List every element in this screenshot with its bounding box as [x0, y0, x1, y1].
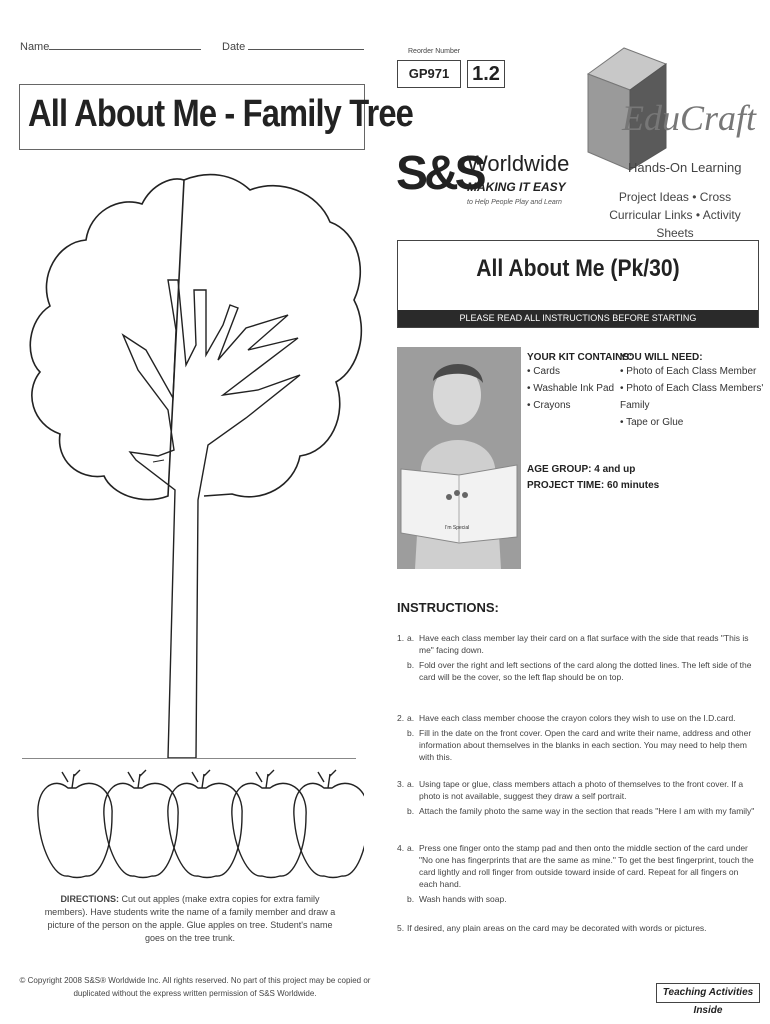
name-field	[20, 40, 201, 53]
instruction-step-1	[397, 632, 759, 683]
step-letter: a.	[407, 633, 415, 643]
photo-caption: I'm Special	[445, 525, 470, 531]
step-text: Press one finger onto the stamp pad and then onto the middle section of the card under "No one has fingerprints that are the same as mine." To get the best fingerprint, touch the card lightly and roll finger from outside toward inside of card. Repeat for all fingers on each hand.	[419, 843, 754, 889]
apple-icon	[168, 770, 242, 878]
kit-contains	[527, 352, 632, 414]
age-project-info	[527, 462, 659, 494]
reorder-code: GP971	[397, 60, 461, 88]
step-letter: b.	[407, 728, 415, 738]
step-text: Using tape or glue, class members attach a photo of themselves to the front cover. If a photo is not available, suggest they draw a self portrait.	[419, 779, 744, 801]
copyright: © Copyright 2008 S&S® Worldwide Inc. All rights reserved. No part of this project may be copied or duplicated without the express written permission of S&S Worldwide.	[19, 976, 371, 998]
family-tree-drawing	[18, 160, 366, 760]
instructions-banner: PLEASE READ ALL INSTRUCTIONS BEFORE STARTING	[398, 310, 758, 327]
step-text: Fold over the right and left sections of the card along the dotted lines. The left side of the card will be the cover, so the left flap should be on top.	[419, 660, 752, 682]
instruction-step-4	[397, 842, 759, 905]
instruction-step-3	[397, 778, 759, 817]
name-line	[49, 40, 201, 50]
you-will-need-item: • Photo of Each Class Member	[620, 366, 757, 377]
kit-contains-heading: YOUR KIT CONTAINS:	[527, 352, 633, 363]
reorder-version: 1.2	[467, 60, 505, 88]
step-number: 4.	[397, 843, 405, 853]
worksheet-title-box	[19, 84, 413, 150]
step-number: 3.	[397, 779, 405, 789]
step-letter: a.	[407, 843, 415, 853]
teaching-activities-badge: Teaching Activities Inside	[656, 983, 760, 1003]
date-label: Date	[222, 41, 246, 53]
reorder-label: Reorder Number	[408, 48, 461, 55]
age-group: AGE GROUP: 4 and up	[527, 464, 636, 475]
step-text: Have each class member choose the crayon colors they wish to use on the I.D.card.	[419, 713, 736, 723]
directions-text	[40, 893, 340, 945]
kit-contains-item: • Cards	[527, 366, 560, 377]
you-will-need-heading: YOU WILL NEED:	[620, 352, 703, 363]
ss-worldwide: Worldwide	[467, 151, 570, 176]
educraft-name: EduCraft	[622, 98, 757, 138]
worksheet-title: All About Me - Family Tree	[28, 93, 413, 135]
step-letter: b.	[407, 660, 415, 670]
step-letter: a.	[407, 713, 415, 723]
instruction-step-2	[397, 712, 759, 763]
kit-title-box	[397, 240, 759, 328]
step-text: Have each class member lay their card on a flat surface with the side that reads "This is me" facing down.	[419, 633, 749, 655]
you-will-need-item: • Photo of Each Class Members' Family	[620, 383, 764, 411]
step-text: If desired, any plain areas on the card may be decorated with words or pictures.	[407, 923, 707, 933]
step-number: 1.	[397, 633, 405, 643]
apple-divider	[22, 758, 356, 759]
ss-tagline: MAKING IT EASY	[467, 180, 566, 194]
apple-icon	[294, 770, 364, 878]
apple-cutouts	[34, 768, 364, 888]
child-holding-card-image	[397, 347, 521, 569]
step-letter: b.	[407, 894, 415, 904]
step-number: 2.	[397, 713, 405, 723]
apple-icon	[104, 770, 178, 878]
instructions-heading: INSTRUCTIONS:	[397, 600, 499, 615]
kit-photo	[397, 347, 521, 569]
step-number: 5.	[397, 923, 405, 933]
date-field	[222, 40, 364, 53]
step-text: Wash hands with soap.	[419, 894, 507, 904]
step-text: Fill in the date on the front cover. Open the card and write their name, address and other information about themselves in the blanks in each section. You may need to help them with this.	[419, 728, 752, 762]
apple-icon	[38, 770, 112, 878]
kit-contains-item: • Washable Ink Pad	[527, 383, 615, 394]
name-label: Name	[20, 41, 50, 53]
step-letter: a.	[407, 779, 415, 789]
educraft-links: Project Ideas • Cross Curricular Links • Activity Sheets	[609, 190, 741, 240]
date-line	[248, 40, 364, 50]
step-text: Attach the family photo the same way in the section that reads "Here I am with my family"	[419, 806, 755, 816]
you-will-need-item: • Tape or Glue	[620, 417, 684, 428]
step-letter: b.	[407, 806, 415, 816]
project-time: PROJECT TIME: 60 minutes	[527, 480, 660, 491]
ss-logo-mark: S&S	[396, 147, 483, 200]
directions-body: Cut out apples (make extra copies for extra family members). Have students write the name of a family member and draw a picture of the person on the apple. Glue apples on tree. Student's name goes on the tree trunk.	[44, 894, 336, 943]
you-will-need	[620, 352, 770, 431]
ss-subtagline: to Help People Play and Learn	[467, 199, 562, 206]
directions-label: DIRECTIONS:	[60, 894, 119, 904]
instruction-step-5	[397, 922, 759, 934]
kit-title: All About Me (Pk/30)	[476, 255, 680, 282]
educraft-subtitle: Hands-On Learning	[628, 160, 742, 175]
kit-contains-item: • Crayons	[527, 400, 571, 411]
